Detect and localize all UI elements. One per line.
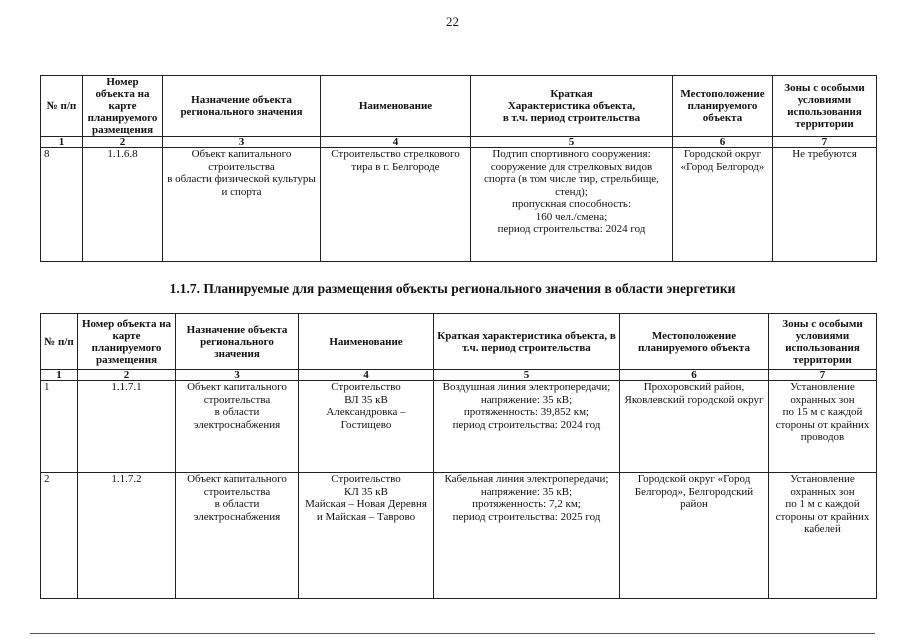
column-number: 5	[434, 370, 620, 381]
header-cell: Местоположение планируемого объекта	[620, 314, 769, 370]
cell-characteristics: Подтип спортивного сооружения: сооружение для стрелковых видов спорта (в том числе тир, стрельбище, стенд); пропускная способность: 160 чел./смена; период строительства: 2024 год	[471, 148, 673, 262]
cell-characteristics: Воздушная линия электропередачи; напряжение: 35 кВ; протяженность: 39,852 км; период строительства: 2024 год	[434, 381, 620, 473]
cell-zones: Установление охранных зон по 1 м с каждой стороны от крайних кабелей	[769, 473, 877, 599]
section-title: 1.1.7. Планируемые для размещения объекты регионального значения в области энергетики	[169, 281, 736, 296]
cell-name: Строительство КЛ 35 кВ Майская – Новая Деревня и Майская – Таврово	[299, 473, 434, 599]
column-number-row	[41, 137, 877, 148]
cell-zones: Установление охранных зон по 15 м с каждой стороны от крайних проводов	[769, 381, 877, 473]
page-number: 22	[446, 14, 459, 29]
cell-purpose: Объект капитального строительства в области электроснабжения	[176, 473, 299, 599]
header-cell: Номер объекта на карте планируемого размещения	[78, 314, 176, 370]
column-number: 6	[620, 370, 769, 381]
table-row	[41, 148, 877, 262]
cell-object-number: 1.1.6.8	[83, 148, 163, 262]
header-cell: Наименование	[299, 314, 434, 370]
header-cell: Местоположение планируемого объекта	[673, 76, 773, 137]
cell-purpose: Объект капитального строительства в области электроснабжения	[176, 381, 299, 473]
column-number: 1	[41, 137, 83, 148]
column-number: 1	[41, 370, 78, 381]
cell-index: 1	[41, 381, 78, 473]
column-number: 4	[299, 370, 434, 381]
cell-characteristics: Кабельная линия электропередачи; напряжение: 35 кВ; протяженность: 7,2 км; период строительства: 2025 год	[434, 473, 620, 599]
cell-object-number: 1.1.7.1	[78, 381, 176, 473]
cell-location: Городской округ «Город Белгород»	[673, 148, 773, 262]
cell-name: Строительство стрелкового тира в г. Белгороде	[321, 148, 471, 262]
header-cell: Назначение объекта регионального значения	[163, 76, 321, 137]
cell-location: Городской округ «Город Белгород», Белгородский район	[620, 473, 769, 599]
header-cell: Назначение объекта регионального значения	[176, 314, 299, 370]
column-number: 2	[78, 370, 176, 381]
column-number-row	[41, 370, 877, 381]
cell-name: Строительство ВЛ 35 кВ Александровка – Гостищево	[299, 381, 434, 473]
header-cell: Номер объекта на карте планируемого размещения	[83, 76, 163, 137]
header-cell: Зоны с особыми условиями использования территории	[773, 76, 877, 137]
cell-index: 2	[41, 473, 78, 599]
column-number: 7	[773, 137, 877, 148]
column-number: 2	[83, 137, 163, 148]
cell-zones: Не требуются	[773, 148, 877, 262]
objects-table-sport	[40, 75, 877, 262]
cell-location: Прохоровский район, Яковлевский городской округ	[620, 381, 769, 473]
table-header-row	[41, 314, 877, 370]
objects-table-energy	[40, 313, 877, 599]
column-number: 3	[163, 137, 321, 148]
header-cell: № п/п	[41, 314, 78, 370]
column-number: 5	[471, 137, 673, 148]
table-row	[41, 381, 877, 473]
column-number: 6	[673, 137, 773, 148]
header-cell: Краткая Характеристика объекта, в т.ч. период строительства	[471, 76, 673, 137]
header-cell: Зоны с особыми условиями использования территории	[769, 314, 877, 370]
column-number: 4	[321, 137, 471, 148]
column-number: 7	[769, 370, 877, 381]
table-row	[41, 473, 877, 599]
header-cell: Наименование	[321, 76, 471, 137]
cell-purpose: Объект капитального строительства в области физической культуры и спорта	[163, 148, 321, 262]
header-cell: Краткая характеристика объекта, в т.ч. период строительства	[434, 314, 620, 370]
page-bottom-rule	[30, 633, 875, 634]
table-header-row	[41, 76, 877, 137]
cell-object-number: 1.1.7.2	[78, 473, 176, 599]
cell-index: 8	[41, 148, 83, 262]
header-cell: № п/п	[41, 76, 83, 137]
column-number: 3	[176, 370, 299, 381]
